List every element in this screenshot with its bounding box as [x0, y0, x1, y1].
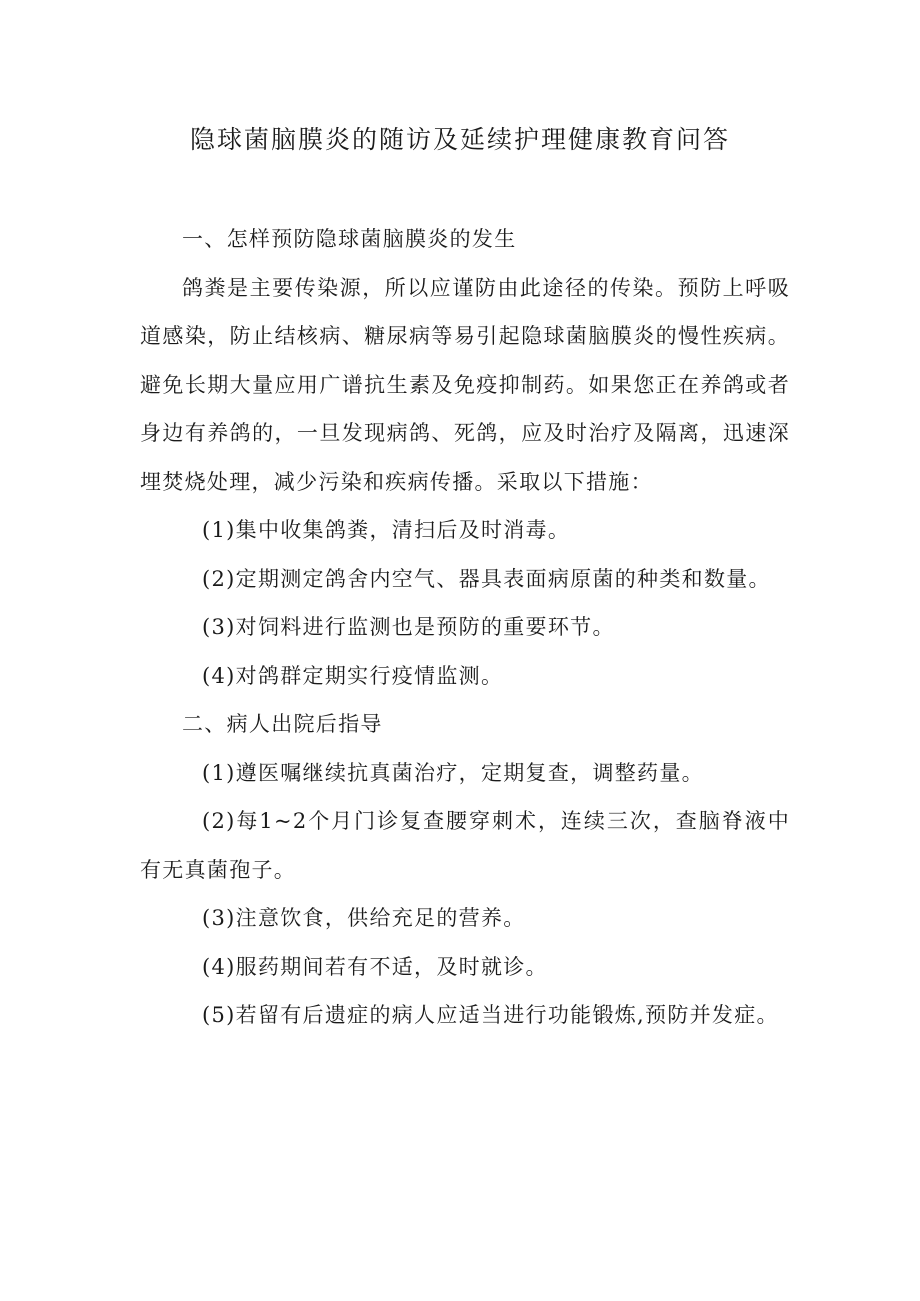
section-heading-prevention: 一、怎样预防隐球菌脑膜炎的发生: [182, 227, 517, 251]
discharge-item-4: (4)服药期间若有不适，及时就诊。: [202, 954, 548, 979]
discharge-item-2: (2)每1~2个月门诊复查腰穿刺术，连续三次，查脑脊液中有无真菌孢子。: [140, 809, 790, 882]
section-heading-discharge: 二、病人出院后指导: [182, 712, 383, 736]
prevention-item-1: (1)集中收集鸽粪，清扫后及时消毒。: [202, 518, 571, 542]
document-title: 隐球菌脑膜炎的随访及延续护理健康教育问答: [189, 125, 730, 154]
document-body: [140, 215, 790, 1040]
discharge-item-1: (1)遵医嘱继续抗真菌治疗，定期复查，调整药量。: [202, 760, 704, 785]
discharge-item-5: (5)若留有后遗症的病人应适当进行功能锻炼,预防并发症。: [202, 1003, 779, 1027]
prevention-item-3: (3)对饲料进行监测也是预防的重要环节。: [202, 615, 615, 639]
prevention-item-2: (2)定期测定鸽舍内空气、器具表面病原菌的种类和数量。: [202, 566, 771, 591]
prevention-paragraph: 鸽粪是主要传染源，所以应谨防由此途径的传染。预防上呼吸道感染，防止结核病、糖尿病等易引起隐球菌脑膜炎的慢性疾病。避免长期大量应用广谱抗生素及免疫抑制药。如果您正在养鸽或者身边有养鸽的，一旦发现病鸽、死鸽，应及时治疗及隔离，迅速深埋焚烧处理，减少污染和疾病传播。采取以下措施：: [140, 275, 790, 494]
prevention-item-4: (4)对鸽群定期实行疫情监测。: [202, 663, 504, 688]
discharge-item-3: (3)注意饮食，供给充足的营养。: [202, 906, 526, 930]
